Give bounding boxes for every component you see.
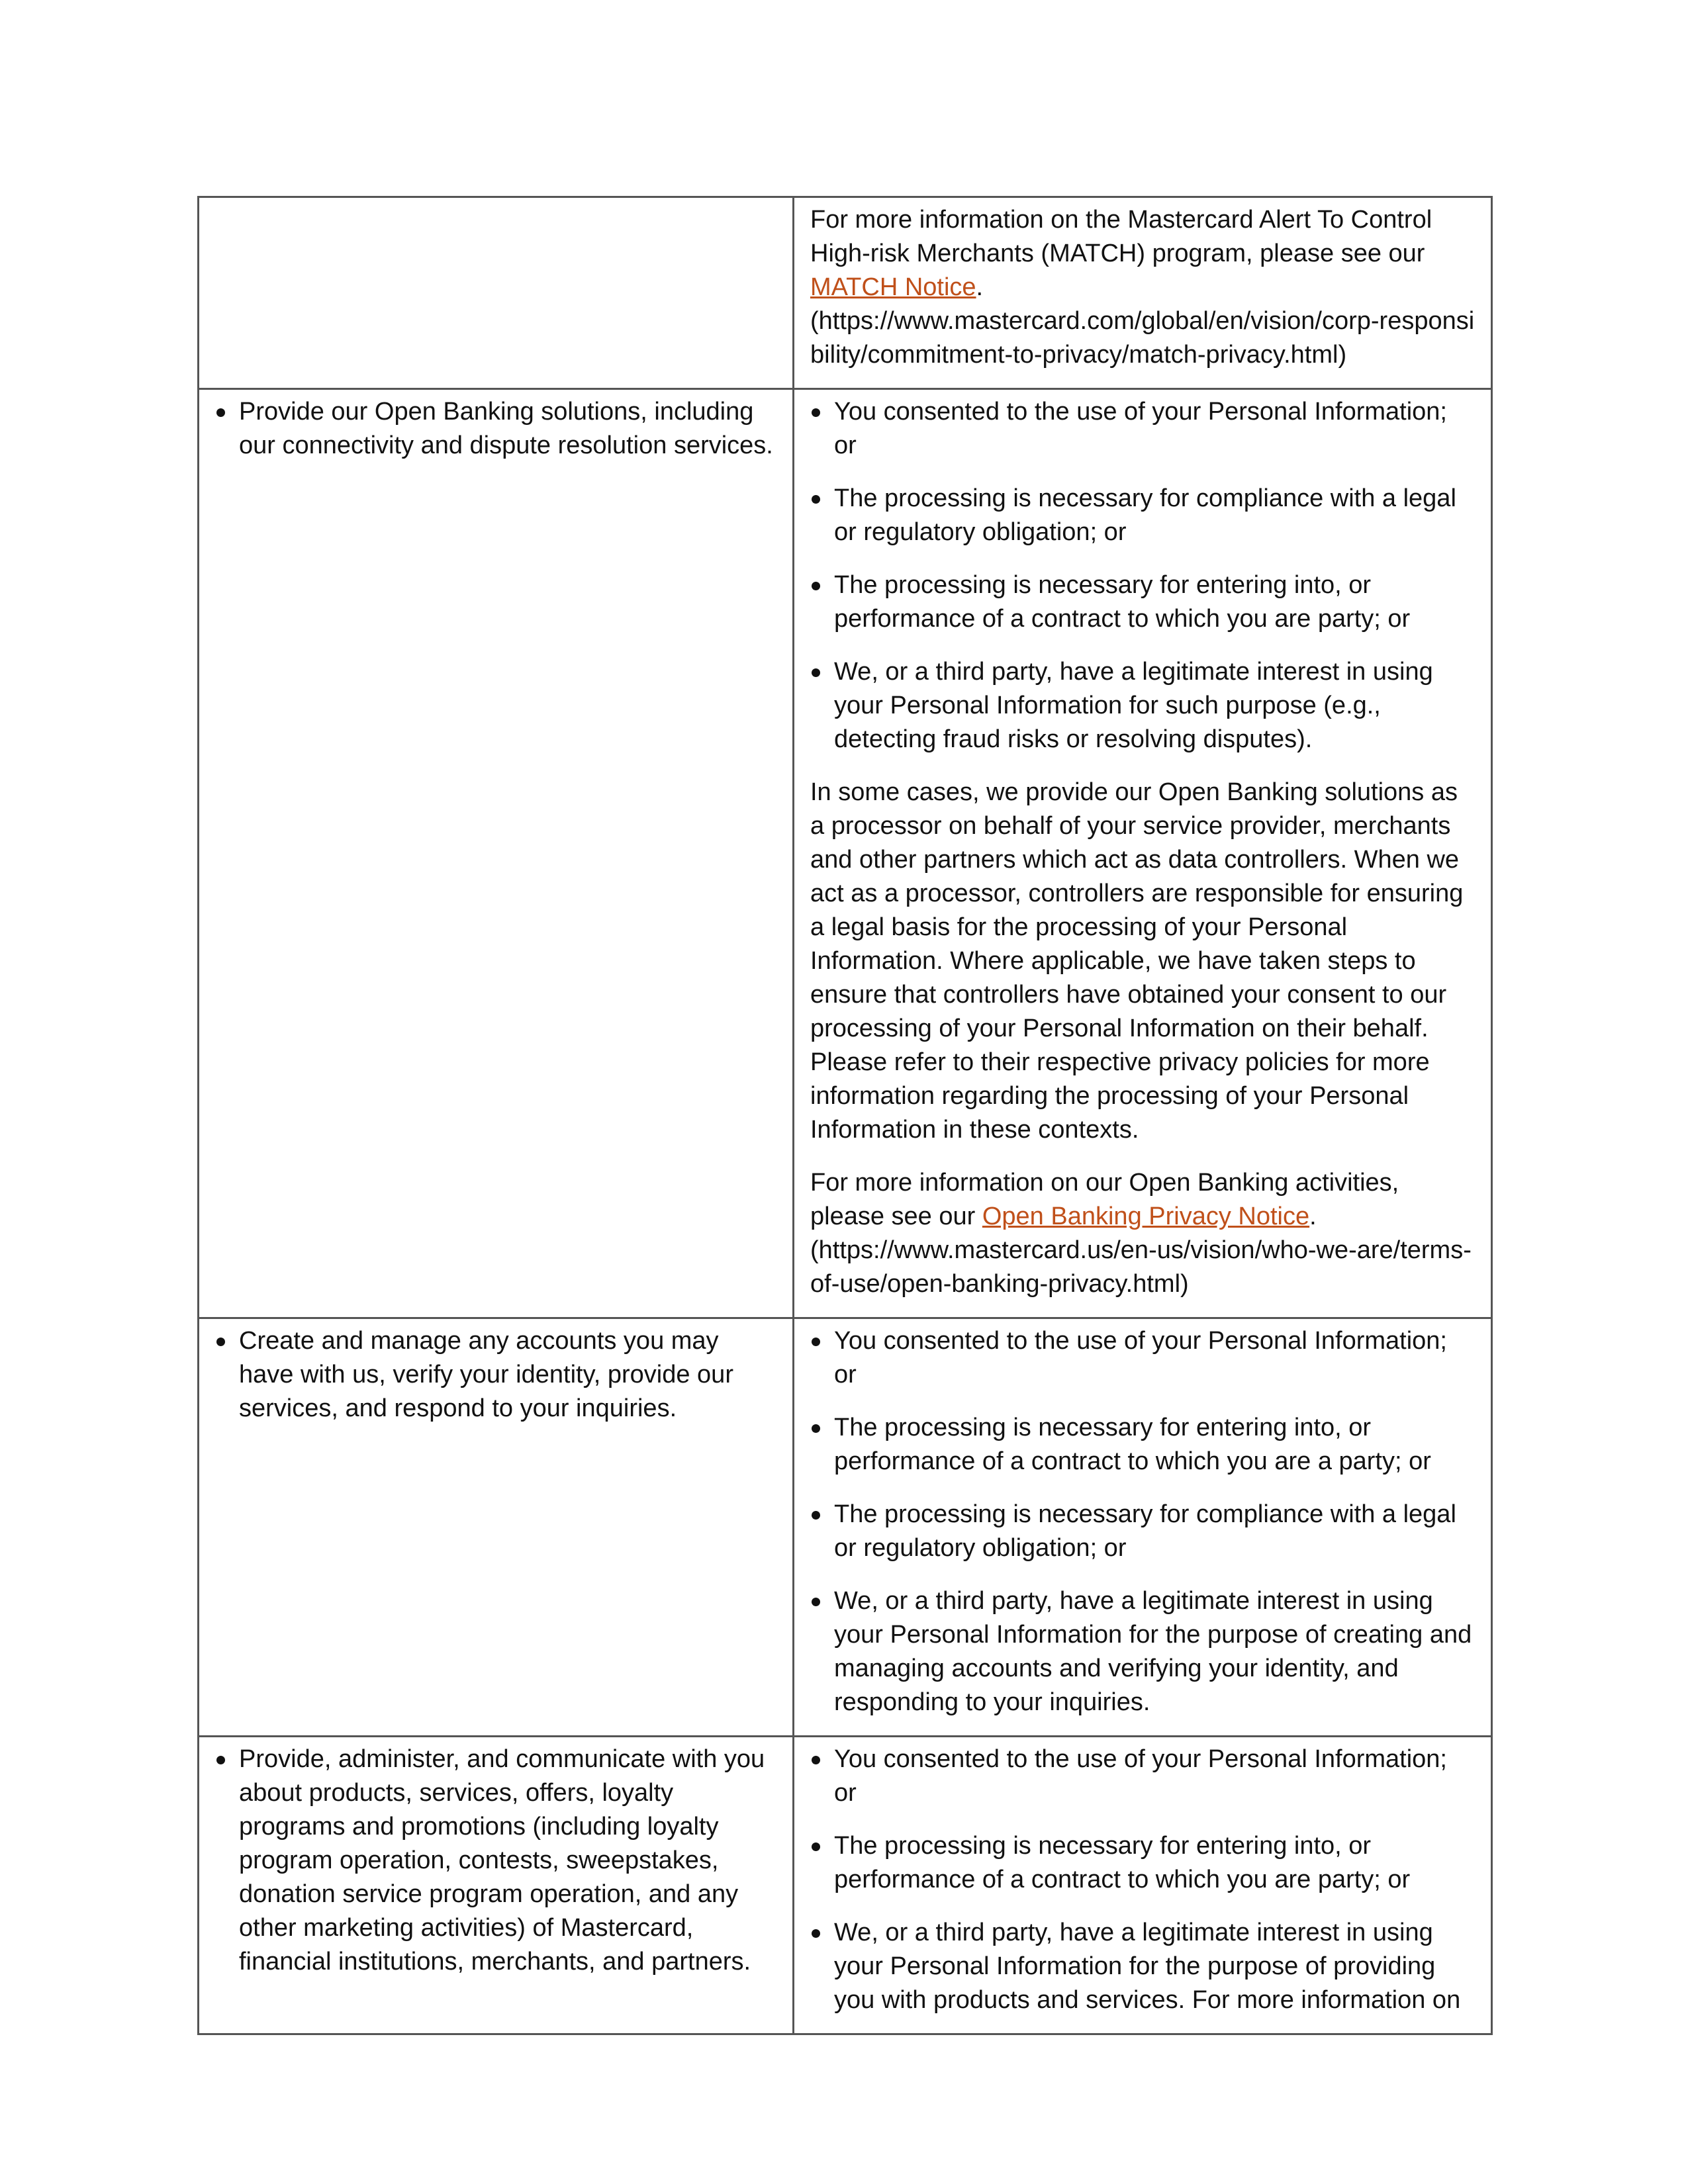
legal-basis-cell xyxy=(794,389,1492,1318)
match-paragraph xyxy=(810,203,1475,372)
open-banking-period: . xyxy=(1309,1203,1317,1230)
purpose-cell xyxy=(199,197,794,389)
list-item: The processing is necessary for compliance with a legal or regulatory obligation; or xyxy=(810,1498,1475,1565)
list-item: You consented to the use of your Personal Information; or xyxy=(810,1743,1475,1810)
list-item: You consented to the use of your Personal Information; or xyxy=(810,1324,1475,1392)
table-row xyxy=(199,197,1492,389)
list-item: The processing is necessary for compliance with a legal or regulatory obligation; or xyxy=(810,482,1475,549)
legal-basis-cell xyxy=(794,1737,1492,2034)
purpose-list xyxy=(215,1743,776,1979)
match-notice-link[interactable]: MATCH Notice xyxy=(810,273,976,301)
list-item: The processing is necessary for entering into, or performance of a contract to which you are party; or xyxy=(810,1829,1475,1897)
table-row xyxy=(199,1737,1492,2034)
table-row xyxy=(199,1318,1492,1737)
list-item: You consented to the use of your Personal Information; or xyxy=(810,395,1475,463)
list-item: We, or a third party, have a legitimate interest in using your Personal Information for such purpose (e.g., detecting fraud risks or resolving disputes). xyxy=(810,655,1475,756)
legal-basis-cell xyxy=(794,197,1492,389)
list-item: The processing is necessary for entering into, or performance of a contract to which you are party; or xyxy=(810,569,1475,636)
list-item: We, or a third party, have a legitimate interest in using your Personal Information for the purpose of providing you with products and services. For more information on xyxy=(810,1916,1475,2017)
open-banking-paragraph xyxy=(810,1166,1475,1301)
open-banking-intro-text: For more information on our Open Banking activities, please see our xyxy=(810,1169,1399,1230)
legal-basis-cell xyxy=(794,1318,1492,1737)
list-item: Create and manage any accounts you may have with us, verify your identity, provide our services, and respond to your inquiries. xyxy=(215,1324,776,1426)
list-item: Provide our Open Banking solutions, including our connectivity and dispute resolution services. xyxy=(215,395,776,463)
legal-basis-list xyxy=(810,395,1475,756)
purpose-cell xyxy=(199,389,794,1318)
table-row xyxy=(199,389,1492,1318)
match-url-text: (https://www.mastercard.com/global/en/vision/corp-responsibility/commitment-to-privacy/match-privacy.html) xyxy=(810,307,1475,369)
list-item: We, or a third party, have a legitimate interest in using your Personal Information for the purpose of creating and managing accounts and verifying your identity, and responding to your inquiries. xyxy=(810,1584,1475,1719)
legal-basis-table xyxy=(197,196,1493,2035)
match-period: . xyxy=(976,273,984,301)
list-item: Provide, administer, and communicate with you about products, services, offers, loyalty programs and promotions (including loyalty program operation, contests, sweepstakes, donation service program operation, and any other marketing activities) of Mastercard, financial institutions, merchants, and partners. xyxy=(215,1743,776,1979)
processor-paragraph: In some cases, we provide our Open Banking solutions as a processor on behalf of your service provider, merchants and other partners which act as data controllers. When we act as a processor, controllers are responsible for ensuring a legal basis for the processing of your Personal Information. Where applicable, we have taken steps to ensure that controllers have obtained your consent to our processing of your Personal Information on their behalf. Please refer to their respective privacy policies for more information regarding the processing of your Personal Information in these contexts. xyxy=(810,778,1464,1144)
legal-basis-list xyxy=(810,1743,1475,2017)
legal-basis-list xyxy=(810,1324,1475,1719)
purpose-cell xyxy=(199,1318,794,1737)
purpose-list xyxy=(215,395,776,463)
open-banking-privacy-link[interactable]: Open Banking Privacy Notice xyxy=(982,1203,1310,1230)
match-intro-text: For more information on the Mastercard Alert To Control High-risk Merchants (MATCH) program, please see our xyxy=(810,206,1432,267)
purpose-list xyxy=(215,1324,776,1426)
purpose-cell xyxy=(199,1737,794,2034)
open-banking-url-text: (https://www.mastercard.us/en-us/vision/who-we-are/terms-of-use/open-banking-privacy.html) xyxy=(810,1236,1472,1298)
list-item: The processing is necessary for entering into, or performance of a contract to which you are a party; or xyxy=(810,1411,1475,1479)
